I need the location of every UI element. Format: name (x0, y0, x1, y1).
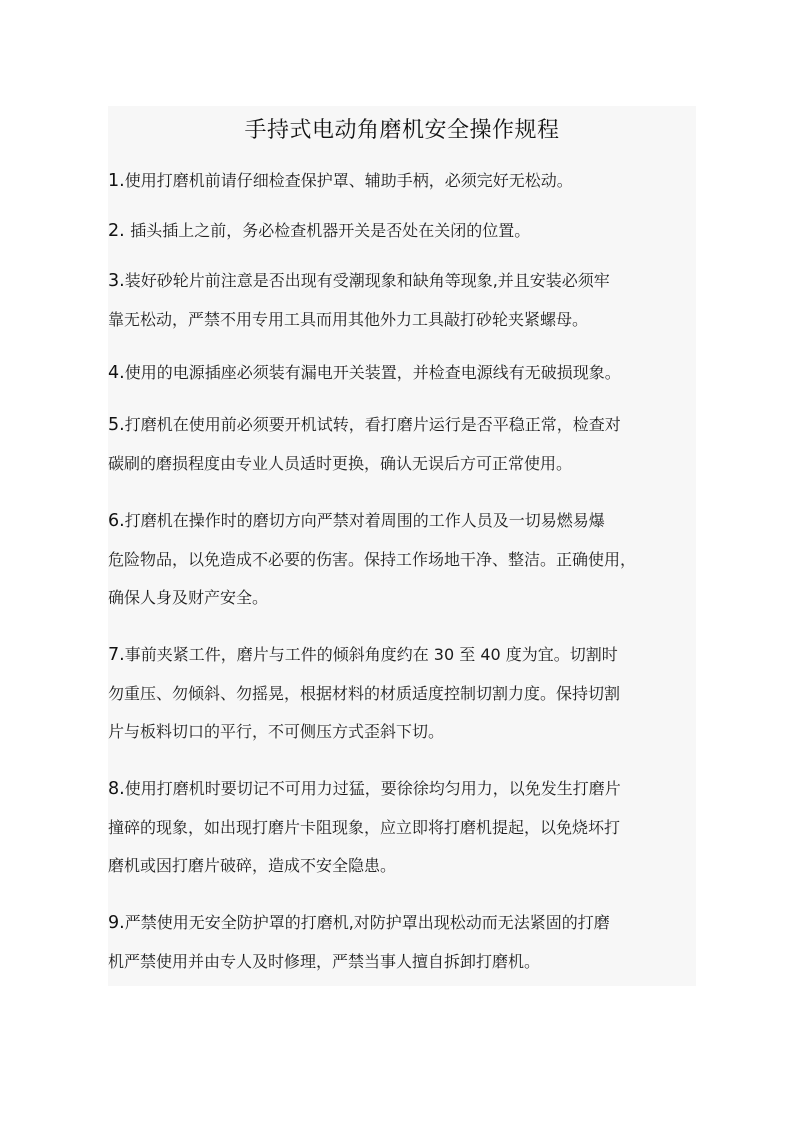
rule-line: 2. 插头插上之前，务必检查机器开关是否处在关闭的位置。 (108, 221, 531, 241)
rule-line: 撞碎的现象，如出现打磨片卡阻现象，应立即将打磨机提起，以免烧坏打 (108, 817, 621, 837)
rule-line: 3.装好砂轮片前注意是否出现有受潮现象和缺角等现象,并且安装必须牢 (108, 271, 610, 291)
rule-item-7 (108, 636, 700, 752)
rule-line: 机严禁使用并由专人及时修理，严禁当事人擅自拆卸打磨机。 (108, 951, 541, 971)
rule-number: 8. (108, 779, 125, 799)
rule-line: 勿重压、勿倾斜、勿摇晃，根据材料的材质适度控制切割力度。保持切割 (108, 683, 621, 703)
rule-line: 6.打磨机在操作时的磨切方向严禁对着周围的工作人员及一切易燃易爆 (108, 511, 605, 531)
rule-item-9 (108, 904, 700, 981)
rule-line: 碳刷的磨损程度由专业人员适时更换，确认无误后方可正常使用。 (108, 453, 573, 473)
rule-line: 4.使用的电源插座必须装有漏电开关装置，并检查电源线有无破损现象。 (108, 363, 621, 383)
rule-number: 4. (108, 363, 125, 383)
rule-line: 靠无松动，严禁不用专用工具而用其他外力工具敲打砂轮夹紧螺母。 (108, 309, 589, 329)
rule-item-8 (108, 770, 700, 886)
rule-number: 3. (108, 271, 125, 291)
rule-item-6 (108, 502, 700, 618)
rule-line: 5.打磨机在使用前必须要开机试转，看打磨片运行是否平稳正常，检查对 (108, 415, 621, 435)
rule-item-3 (108, 262, 700, 339)
rule-item-2 (108, 212, 700, 251)
rule-item-4 (108, 354, 700, 393)
rule-line: 确保人身及财产安全。 (108, 588, 269, 607)
rule-line: 9.严禁使用无安全防护罩的打磨机,对防护罩出现松动而无法紧固的打磨 (108, 913, 610, 933)
rule-number: 2. (108, 221, 131, 241)
rule-line: 1.使用打磨机前请仔细检查保护罩、辅助手柄，必须完好无松动。 (108, 171, 573, 191)
rule-number: 9. (108, 913, 125, 933)
rule-item-5 (108, 406, 700, 483)
rule-number: 7. (108, 645, 125, 665)
rule-number: 5. (108, 415, 125, 435)
rule-line: 片与板料切口的平行，不可侧压方式歪斜下切。 (108, 722, 445, 741)
rule-number: 1. (108, 171, 125, 191)
rule-item-1 (108, 162, 700, 201)
rule-line: 8.使用打磨机时要切记不可用力过猛，要徐徐均匀用力，以免发生打磨片 (108, 779, 621, 799)
rule-line: 危险物品，以免造成不必要的伤害。保持工作场地干净、整洁。正确使用， (108, 549, 637, 569)
rule-line: 磨机或因打磨片破碎，造成不安全隐患。 (108, 856, 397, 875)
document-title: 手持式电动角磨机安全操作规程 (244, 118, 560, 143)
rule-number: 6. (108, 511, 125, 531)
document-page (108, 106, 696, 986)
rule-line: 7.事前夹紧工件，磨片与工件的倾斜角度约在 30 至 40 度为宜。切割时 (108, 645, 618, 665)
